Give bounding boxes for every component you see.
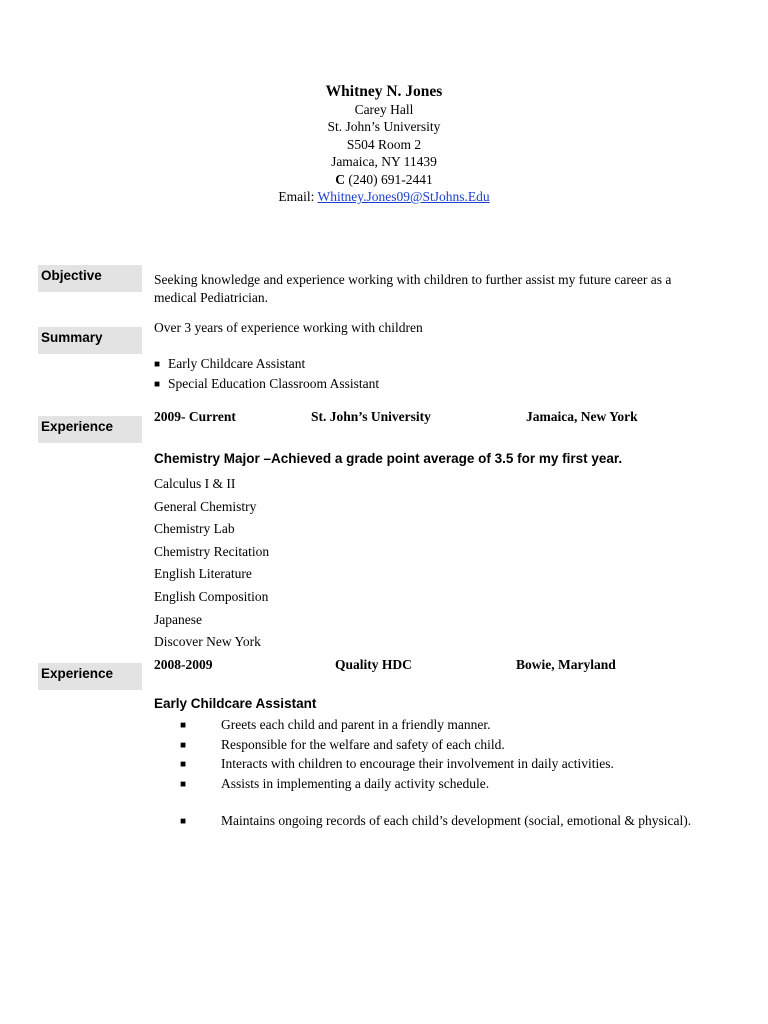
duty-text: Responsible for the welfare and safety of each child.: [221, 736, 505, 752]
summary-line: Over 3 years of experience working with children: [154, 320, 423, 335]
course-list: [154, 473, 269, 654]
course-item: Discover New York: [154, 634, 261, 650]
list-item: [180, 716, 720, 736]
course-item: English Literature: [154, 566, 252, 582]
objective-text: Seeking knowledge and experience working with children to further assist my future career as a medical Pediatrician.: [154, 272, 672, 305]
course-item: General Chemistry: [154, 498, 257, 514]
address-line-4: Jamaica, NY 11439: [331, 154, 437, 170]
section-experience-label: Experience: [38, 663, 142, 690]
bullet-icon: ■: [180, 720, 187, 731]
contact-header: [0, 82, 768, 205]
section-objective-label: Objective: [38, 265, 142, 292]
exp2-dates: 2008-2009: [154, 657, 213, 672]
applicant-name: Whitney N. Jones: [325, 83, 443, 100]
bullet-icon: ■: [180, 778, 187, 790]
duty-text: Maintains ongoing records of each child’s development (social, emotional & physical).: [221, 813, 692, 829]
address-line-1: Carey Hall: [354, 102, 414, 117]
duty-text: Interacts with children to encourage their involvement in daily activities.: [221, 756, 614, 772]
bullet-icon: ■: [180, 759, 187, 771]
address-line-3: S504 Room 2: [346, 136, 422, 152]
list-item: [180, 812, 720, 832]
duty-text: Assists in implementing a daily activity schedule.: [221, 775, 490, 791]
exp2-location: Bowie, Maryland: [516, 657, 616, 672]
bullet-icon: ■: [180, 739, 187, 751]
duty-list: [180, 716, 720, 832]
section-summary-label: Summary: [38, 327, 142, 354]
list-item: [154, 374, 379, 394]
phone-number: (240) 691-2441: [345, 171, 433, 187]
exp1-location: Jamaica, New York: [526, 409, 638, 424]
exp2-role: Early Childcare Assistant: [154, 696, 317, 711]
section-experience-label: Experience: [38, 416, 142, 443]
bullet-icon: ■: [154, 359, 161, 370]
list-item: [154, 354, 379, 374]
course-item: Japanese: [154, 611, 202, 627]
list-item: [180, 755, 720, 775]
bullet-icon: ■: [154, 379, 161, 390]
summary-bullet-list: [154, 354, 379, 394]
exp1-organization: St. John’s University: [311, 409, 431, 424]
address-line-2: St. John’s University: [327, 119, 441, 135]
phone-label: C: [335, 171, 345, 187]
summary-bullet-text: Special Education Classroom Assistant: [168, 376, 380, 391]
list-item: [180, 736, 720, 756]
email-link[interactable]: Whitney.Jones09@StJohns.Edu: [317, 189, 490, 205]
exp2-organization: Quality HDC: [335, 657, 412, 672]
course-item: Calculus I & II: [154, 476, 236, 491]
list-item: [180, 775, 720, 795]
email-label: Email:: [278, 189, 318, 205]
summary-bullet-text: Early Childcare Assistant: [168, 356, 306, 371]
course-item: Chemistry Lab: [154, 521, 235, 537]
bullet-icon: ■: [180, 816, 187, 828]
exp1-dates: 2009- Current: [154, 409, 236, 424]
phone-line: [0, 171, 768, 188]
email-line: [0, 188, 768, 205]
exp1-major: Chemistry Major –Achieved a grade point average of 3.5 for my first year.: [154, 451, 623, 466]
course-item: English Composition: [154, 588, 269, 604]
duty-text: Greets each child and parent in a friendly manner.: [221, 717, 491, 732]
course-item: Chemistry Recitation: [154, 543, 270, 559]
